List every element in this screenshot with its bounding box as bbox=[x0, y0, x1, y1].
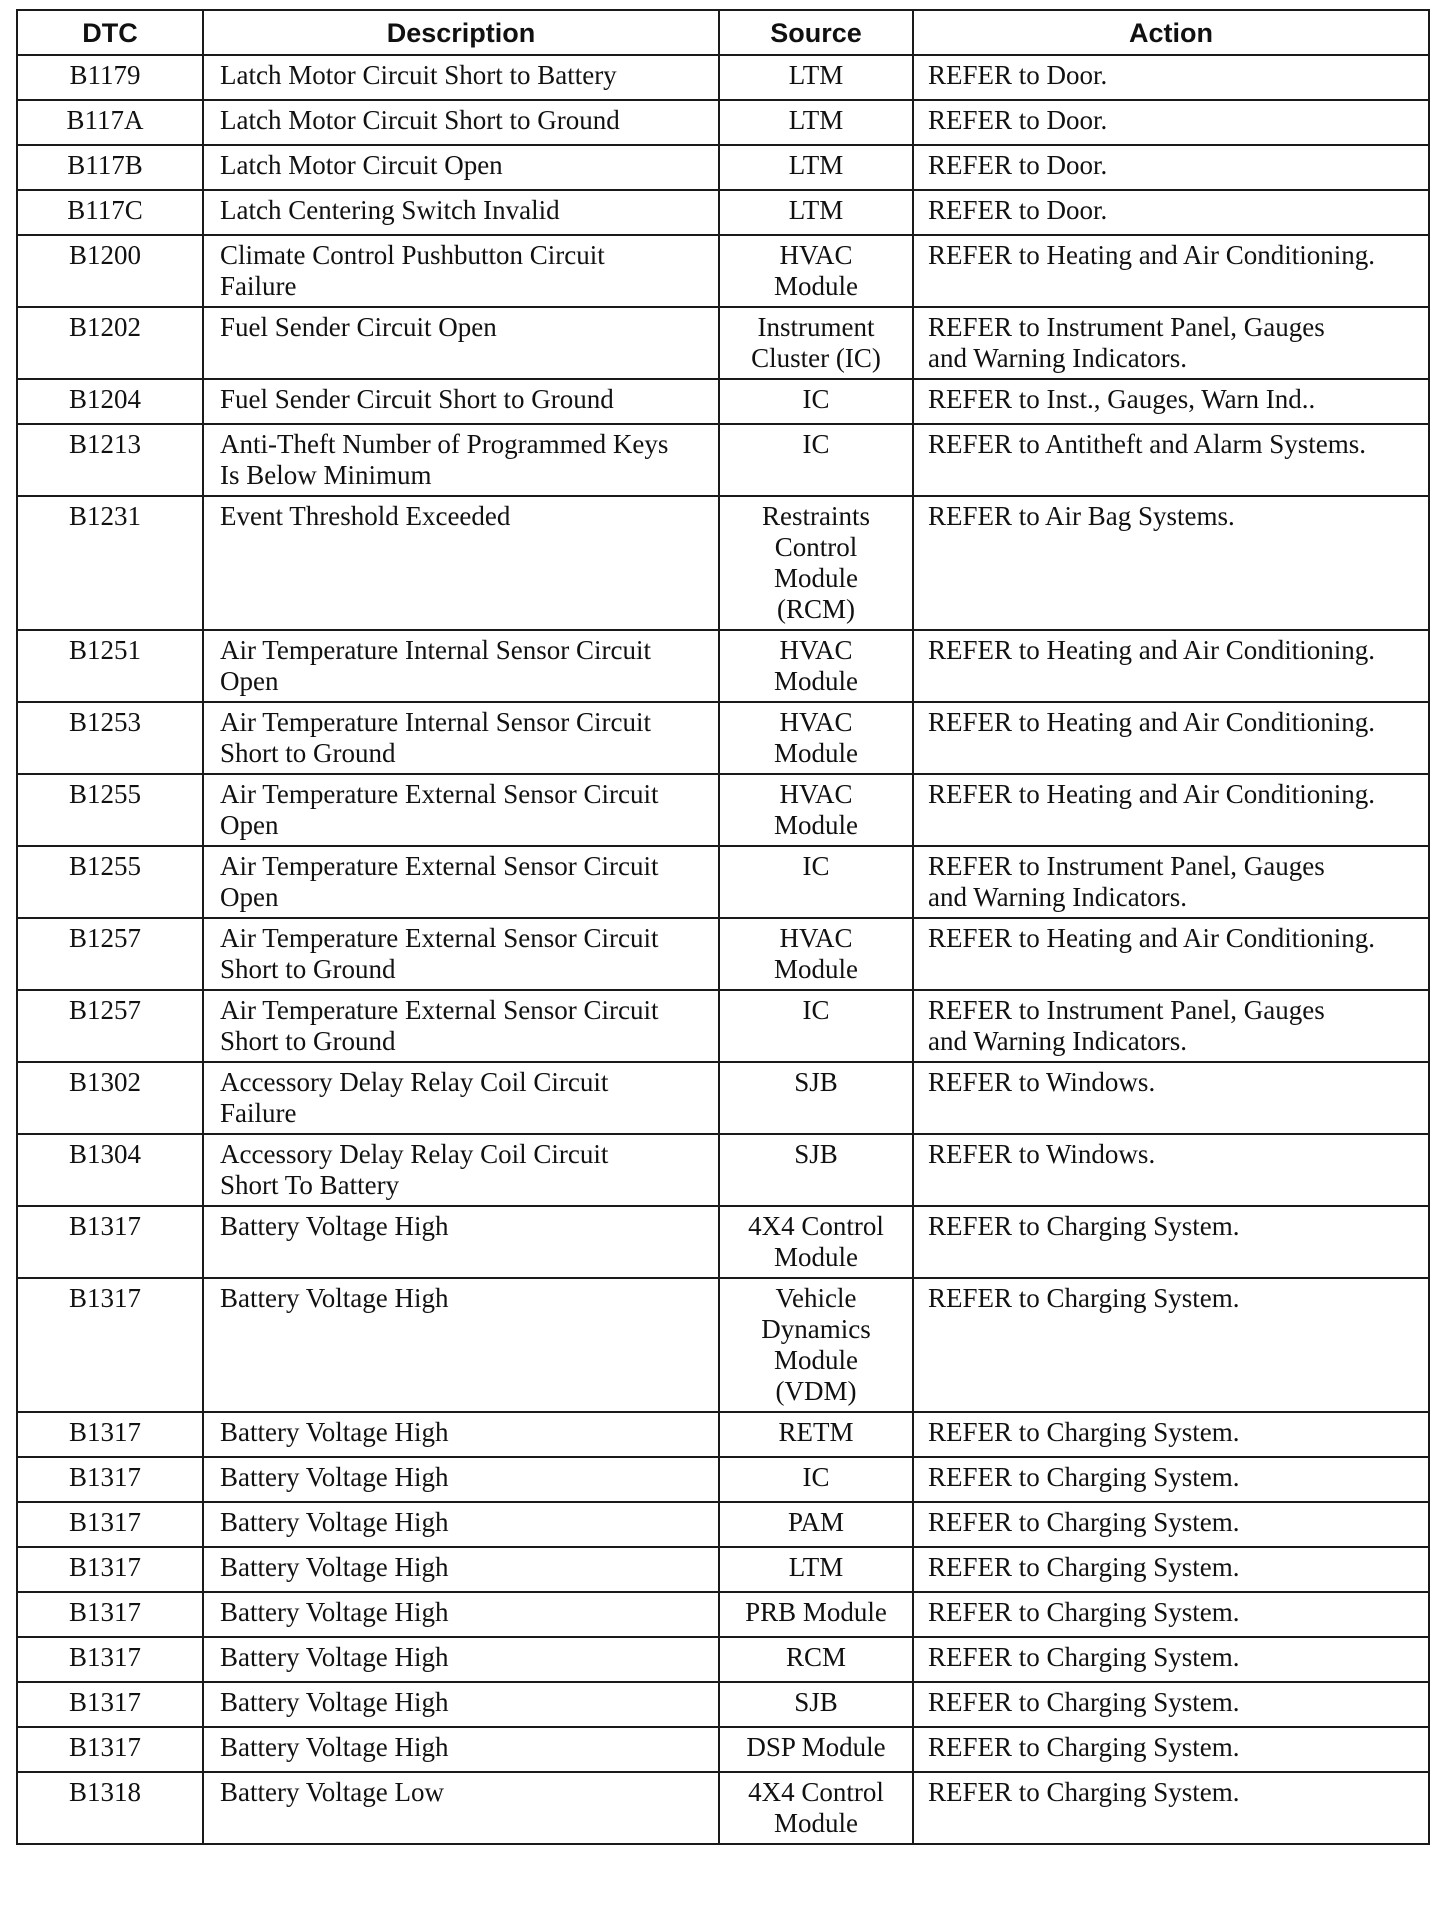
action-cell: REFER to Windows. bbox=[913, 1062, 1429, 1134]
source-cell: IC bbox=[719, 990, 913, 1062]
description-cell: Climate Control Pushbutton Circuit Failure bbox=[203, 235, 719, 307]
source-cell: LTM bbox=[719, 1547, 913, 1592]
action-cell: REFER to Charging System. bbox=[913, 1592, 1429, 1637]
dtc-cell: B1302 bbox=[17, 1062, 203, 1134]
table-row bbox=[17, 424, 1429, 496]
dtc-cell: B1204 bbox=[17, 379, 203, 424]
description-cell: Fuel Sender Circuit Short to Ground bbox=[203, 379, 719, 424]
table-row bbox=[17, 1592, 1429, 1637]
action-cell: REFER to Door. bbox=[913, 145, 1429, 190]
dtc-cell: B1251 bbox=[17, 630, 203, 702]
source-cell: LTM bbox=[719, 190, 913, 235]
source-cell: RETM bbox=[719, 1412, 913, 1457]
description-cell: Battery Voltage Low bbox=[203, 1772, 719, 1844]
source-cell: SJB bbox=[719, 1134, 913, 1206]
source-cell: HVAC Module bbox=[719, 918, 913, 990]
table-row bbox=[17, 145, 1429, 190]
dtc-cell: B1200 bbox=[17, 235, 203, 307]
action-cell: REFER to Instrument Panel, Gauges and Warning Indicators. bbox=[913, 846, 1429, 918]
table-row bbox=[17, 379, 1429, 424]
dtc-cell: B1202 bbox=[17, 307, 203, 379]
action-cell: REFER to Charging System. bbox=[913, 1637, 1429, 1682]
description-cell: Latch Motor Circuit Short to Ground bbox=[203, 100, 719, 145]
action-cell: REFER to Charging System. bbox=[913, 1547, 1429, 1592]
action-cell: REFER to Heating and Air Conditioning. bbox=[913, 630, 1429, 702]
source-cell: IC bbox=[719, 1457, 913, 1502]
source-cell: IC bbox=[719, 846, 913, 918]
dtc-cell: B1317 bbox=[17, 1278, 203, 1412]
table-row bbox=[17, 1637, 1429, 1682]
source-cell: 4X4 Control Module bbox=[719, 1772, 913, 1844]
description-cell: Battery Voltage High bbox=[203, 1412, 719, 1457]
action-cell: REFER to Charging System. bbox=[913, 1502, 1429, 1547]
action-cell: REFER to Charging System. bbox=[913, 1682, 1429, 1727]
dtc-cell: B1257 bbox=[17, 918, 203, 990]
description-cell: Air Temperature Internal Sensor Circuit Open bbox=[203, 630, 719, 702]
action-cell: REFER to Instrument Panel, Gauges and Warning Indicators. bbox=[913, 990, 1429, 1062]
description-cell: Latch Motor Circuit Open bbox=[203, 145, 719, 190]
source-cell: LTM bbox=[719, 145, 913, 190]
action-cell: REFER to Door. bbox=[913, 100, 1429, 145]
description-cell: Air Temperature Internal Sensor Circuit Short to Ground bbox=[203, 702, 719, 774]
source-cell: HVAC Module bbox=[719, 235, 913, 307]
description-cell: Air Temperature External Sensor Circuit Short to Ground bbox=[203, 918, 719, 990]
source-cell: HVAC Module bbox=[719, 702, 913, 774]
description-cell: Event Threshold Exceeded bbox=[203, 496, 719, 630]
action-cell: REFER to Charging System. bbox=[913, 1772, 1429, 1844]
description-cell: Battery Voltage High bbox=[203, 1457, 719, 1502]
description-cell: Battery Voltage High bbox=[203, 1502, 719, 1547]
description-cell: Accessory Delay Relay Coil Circuit Failure bbox=[203, 1062, 719, 1134]
dtc-cell: B1317 bbox=[17, 1206, 203, 1278]
action-cell: REFER to Instrument Panel, Gauges and Warning Indicators. bbox=[913, 307, 1429, 379]
source-cell: IC bbox=[719, 424, 913, 496]
description-cell: Battery Voltage High bbox=[203, 1206, 719, 1278]
source-cell: Restraints Control Module (RCM) bbox=[719, 496, 913, 630]
table-row bbox=[17, 1278, 1429, 1412]
description-cell: Air Temperature External Sensor Circuit Open bbox=[203, 774, 719, 846]
source-cell: SJB bbox=[719, 1682, 913, 1727]
description-cell: Battery Voltage High bbox=[203, 1727, 719, 1772]
source-cell: Instrument Cluster (IC) bbox=[719, 307, 913, 379]
dtc-cell: B1317 bbox=[17, 1727, 203, 1772]
dtc-cell: B1255 bbox=[17, 774, 203, 846]
table-row bbox=[17, 1206, 1429, 1278]
dtc-table bbox=[16, 9, 1430, 1845]
action-cell: REFER to Door. bbox=[913, 190, 1429, 235]
table-row bbox=[17, 702, 1429, 774]
table-row bbox=[17, 1682, 1429, 1727]
table-row bbox=[17, 1727, 1429, 1772]
source-cell: Vehicle Dynamics Module (VDM) bbox=[719, 1278, 913, 1412]
source-cell: 4X4 Control Module bbox=[719, 1206, 913, 1278]
table-row bbox=[17, 307, 1429, 379]
source-cell: LTM bbox=[719, 100, 913, 145]
description-cell: Battery Voltage High bbox=[203, 1637, 719, 1682]
source-cell: PRB Module bbox=[719, 1592, 913, 1637]
action-cell: REFER to Charging System. bbox=[913, 1206, 1429, 1278]
description-cell: Battery Voltage High bbox=[203, 1278, 719, 1412]
table-row bbox=[17, 846, 1429, 918]
source-cell: PAM bbox=[719, 1502, 913, 1547]
dtc-cell: B1317 bbox=[17, 1592, 203, 1637]
source-cell: HVAC Module bbox=[719, 774, 913, 846]
header-description: Description bbox=[203, 10, 719, 55]
action-cell: REFER to Heating and Air Conditioning. bbox=[913, 918, 1429, 990]
description-cell: Battery Voltage High bbox=[203, 1592, 719, 1637]
source-cell: HVAC Module bbox=[719, 630, 913, 702]
description-cell: Latch Motor Circuit Short to Battery bbox=[203, 55, 719, 100]
description-cell: Anti-Theft Number of Programmed Keys Is Below Minimum bbox=[203, 424, 719, 496]
dtc-cell: B117C bbox=[17, 190, 203, 235]
action-cell: REFER to Charging System. bbox=[913, 1278, 1429, 1412]
table-row bbox=[17, 774, 1429, 846]
action-cell: REFER to Charging System. bbox=[913, 1457, 1429, 1502]
table-row bbox=[17, 55, 1429, 100]
table-row bbox=[17, 190, 1429, 235]
table-row bbox=[17, 630, 1429, 702]
table-row bbox=[17, 235, 1429, 307]
description-cell: Accessory Delay Relay Coil Circuit Short To Battery bbox=[203, 1134, 719, 1206]
description-cell: Battery Voltage High bbox=[203, 1547, 719, 1592]
table-row bbox=[17, 1457, 1429, 1502]
table-row bbox=[17, 1502, 1429, 1547]
table-row bbox=[17, 1134, 1429, 1206]
dtc-cell: B1213 bbox=[17, 424, 203, 496]
dtc-cell: B1317 bbox=[17, 1502, 203, 1547]
action-cell: REFER to Inst., Gauges, Warn Ind.. bbox=[913, 379, 1429, 424]
table-row bbox=[17, 1412, 1429, 1457]
header-dtc: DTC bbox=[17, 10, 203, 55]
dtc-cell: B1318 bbox=[17, 1772, 203, 1844]
dtc-cell: B1317 bbox=[17, 1637, 203, 1682]
table-row bbox=[17, 1772, 1429, 1844]
source-cell: IC bbox=[719, 379, 913, 424]
action-cell: REFER to Door. bbox=[913, 55, 1429, 100]
dtc-cell: B1253 bbox=[17, 702, 203, 774]
action-cell: REFER to Heating and Air Conditioning. bbox=[913, 774, 1429, 846]
description-cell: Latch Centering Switch Invalid bbox=[203, 190, 719, 235]
description-cell: Air Temperature External Sensor Circuit Open bbox=[203, 846, 719, 918]
action-cell: REFER to Air Bag Systems. bbox=[913, 496, 1429, 630]
dtc-cell: B1304 bbox=[17, 1134, 203, 1206]
header-action: Action bbox=[913, 10, 1429, 55]
action-cell: REFER to Heating and Air Conditioning. bbox=[913, 235, 1429, 307]
description-cell: Battery Voltage High bbox=[203, 1682, 719, 1727]
action-cell: REFER to Charging System. bbox=[913, 1412, 1429, 1457]
table-row bbox=[17, 1062, 1429, 1134]
dtc-cell: B1255 bbox=[17, 846, 203, 918]
dtc-cell: B1257 bbox=[17, 990, 203, 1062]
table-row bbox=[17, 918, 1429, 990]
dtc-cell: B1317 bbox=[17, 1547, 203, 1592]
header-source: Source bbox=[719, 10, 913, 55]
action-cell: REFER to Antitheft and Alarm Systems. bbox=[913, 424, 1429, 496]
header-row bbox=[17, 10, 1429, 55]
action-cell: REFER to Charging System. bbox=[913, 1727, 1429, 1772]
dtc-cell: B1179 bbox=[17, 55, 203, 100]
dtc-cell: B1317 bbox=[17, 1457, 203, 1502]
source-cell: DSP Module bbox=[719, 1727, 913, 1772]
description-cell: Air Temperature External Sensor Circuit Short to Ground bbox=[203, 990, 719, 1062]
table-row bbox=[17, 100, 1429, 145]
source-cell: RCM bbox=[719, 1637, 913, 1682]
dtc-cell: B1317 bbox=[17, 1412, 203, 1457]
action-cell: REFER to Windows. bbox=[913, 1134, 1429, 1206]
dtc-cell: B117B bbox=[17, 145, 203, 190]
source-cell: SJB bbox=[719, 1062, 913, 1134]
source-cell: LTM bbox=[719, 55, 913, 100]
dtc-cell: B117A bbox=[17, 100, 203, 145]
action-cell: REFER to Heating and Air Conditioning. bbox=[913, 702, 1429, 774]
description-cell: Fuel Sender Circuit Open bbox=[203, 307, 719, 379]
table-row bbox=[17, 496, 1429, 630]
table-row bbox=[17, 990, 1429, 1062]
dtc-cell: B1317 bbox=[17, 1682, 203, 1727]
table-row bbox=[17, 1547, 1429, 1592]
dtc-cell: B1231 bbox=[17, 496, 203, 630]
